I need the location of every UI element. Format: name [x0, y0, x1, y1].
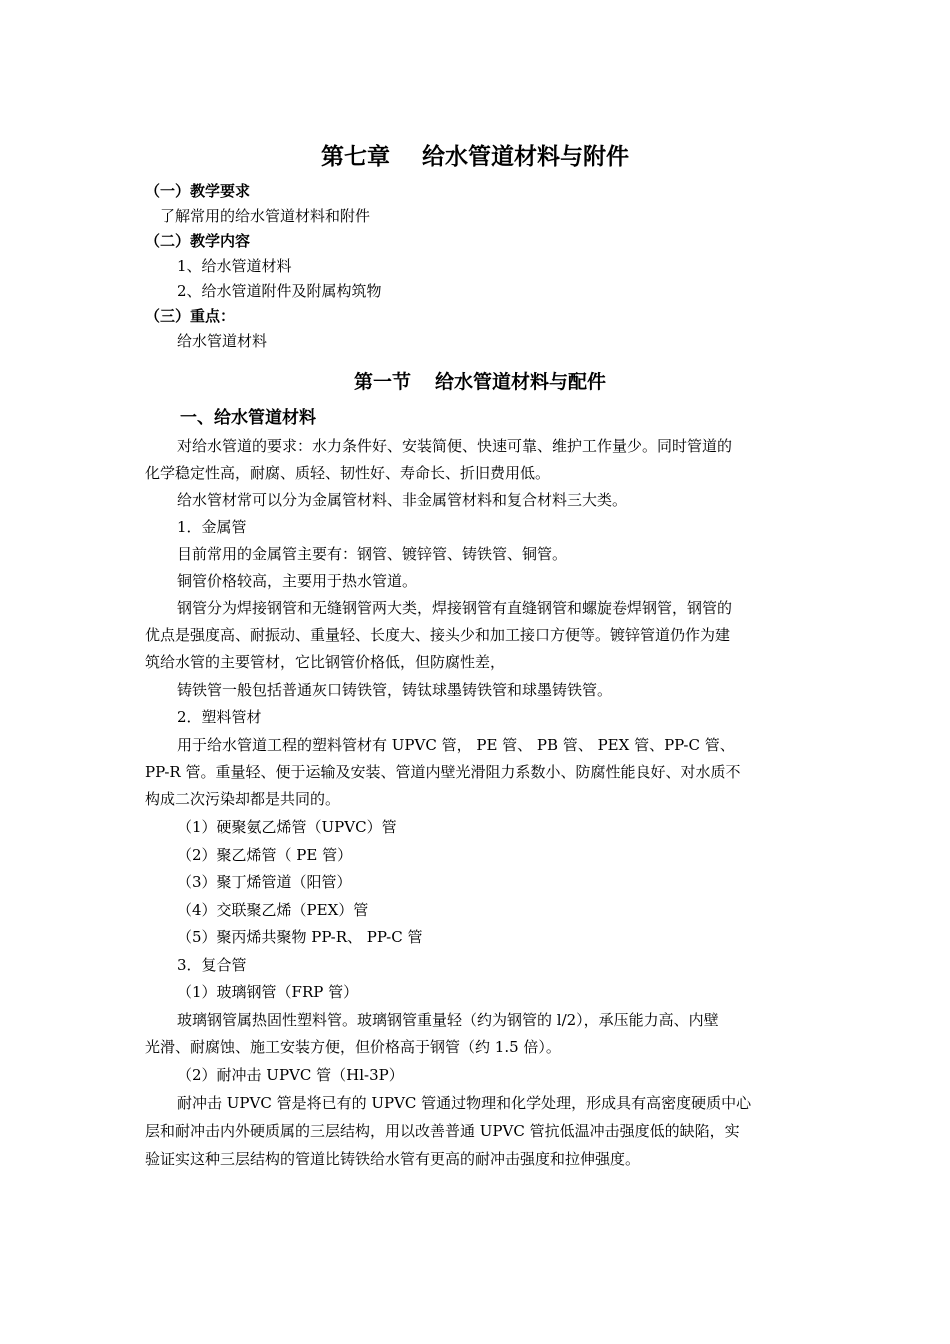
section-number: 第一节	[353, 371, 411, 393]
list-item: （3）聚丁烯管道（阳管）	[177, 873, 352, 891]
list-item: （1）玻璃钢管（FRP 管）	[177, 983, 359, 1001]
paragraph-line: 铜管价格较高，主要用于热水管道。	[177, 572, 418, 590]
list-item: （5）聚丙烯共聚物 PP-R、 PP-C 管	[177, 928, 423, 946]
paragraph-line: 筑给水管的主要管材，它比钢管价格低，但防腐性差，	[145, 653, 506, 671]
paragraph-line: 对给水管道的要求：水力条件好、安装简便、快速可靠、维护工作量少。同时管道的	[177, 437, 733, 455]
content-item-1: 1、给水管道材料	[177, 257, 292, 275]
list-item: （4）交联聚乙烯（PEX）管	[177, 901, 369, 919]
paragraph-line: 优点是强度高、耐振动、重量轻、长度大、接头少和加工接口方便等。镀锌管道仍作为建	[145, 626, 731, 644]
chapter-name: 给水管道材料与附件	[422, 143, 629, 170]
list-item: （1）硬聚氨乙烯管（UPVC）管	[177, 818, 397, 836]
paragraph-line: PP-R 管。重量轻、便于运输及安装、管道内壁光滑阻力系数小、防腐性能良好、对水质不	[145, 763, 741, 781]
paragraph-line: 光滑、耐腐蚀、施工安装方便，但价格高于钢管（约 1.5 倍）。	[145, 1038, 561, 1056]
paragraph-line: 目前常用的金属管主要有：钢管、镀锌管、铸铁管、铜管。	[177, 545, 568, 563]
list-heading: 3．复合管	[177, 956, 247, 974]
section-name: 给水管道材料与配件	[435, 371, 607, 393]
content-heading: （二）教学内容	[145, 232, 251, 250]
list-item: （2）耐冲击 UPVC 管（Hl-3P）	[177, 1066, 404, 1084]
chapter-title	[0, 138, 950, 171]
section-title	[5, 367, 950, 394]
paragraph-line: 玻璃钢管属热固性塑料管。玻璃钢管重量轻（约为钢管的 l/2），承压能力高、内壁	[177, 1011, 719, 1029]
list-heading: 2．塑料管材	[177, 708, 262, 726]
key-points-heading: （三）重点：	[145, 307, 236, 325]
list-item: （2）聚乙烯管（ PE 管）	[177, 846, 353, 864]
paragraph-line: 化学稳定性高，耐腐、质轻、韧性好、寿命长、折旧费用低。	[145, 464, 551, 482]
list-heading: 1．金属管	[177, 518, 247, 536]
paragraph-line: 用于给水管道工程的塑料管材有 UPVC 管， PE 管、 PB 管、 PEX 管、PP-C 管、	[177, 736, 735, 754]
paragraph-line: 钢管分为焊接钢管和无缝钢管两大类，焊接钢管有直缝钢管和螺旋卷焊钢管，钢管的	[177, 599, 733, 617]
paragraph-line: 构成二次污染却都是共同的。	[145, 790, 341, 808]
requirements-text: 了解常用的给水管道材料和附件	[160, 207, 371, 225]
paragraph-line: 验证实这种三层结构的管道比铸铁给水管有更高的耐冲击强度和拉伸强度。	[145, 1150, 641, 1168]
paragraph-line: 给水管材常可以分为金属管材料、非金属管材料和复合材料三大类。	[177, 491, 628, 509]
key-points-text: 给水管道材料	[177, 332, 268, 350]
paragraph-line: 铸铁管一般包括普通灰口铸铁管，铸钛球墨铸铁管和球墨铸铁管。	[177, 681, 613, 699]
subsection-heading: 一、给水管道材料	[180, 408, 316, 428]
chapter-number: 第七章	[321, 143, 390, 170]
requirements-heading: （一）教学要求	[145, 182, 251, 200]
paragraph-line: 耐冲击 UPVC 管是将已有的 UPVC 管通过物理和化学处理，形成具有高密度硬质中心	[177, 1094, 752, 1112]
paragraph-line: 层和耐冲击内外硬质属的三层结构，用以改善普通 UPVC 管抗低温冲击强度低的缺陷，实	[145, 1122, 740, 1140]
content-item-2: 2、给水管道附件及附属构筑物	[177, 282, 382, 300]
